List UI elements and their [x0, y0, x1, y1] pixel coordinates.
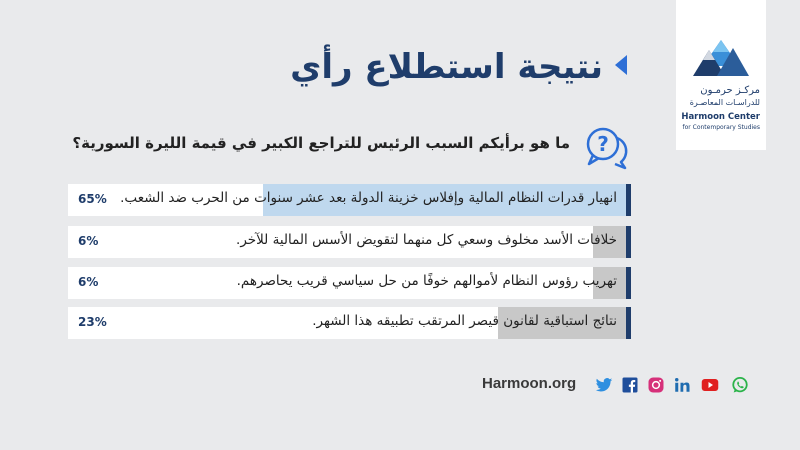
answer-percent: 6% [78, 234, 99, 248]
answer-percent: 65% [78, 192, 107, 206]
poll-question: ما هو برأيكم السبب الرئيس للتراجع الكبير في قيمة الليرة السورية؟ [72, 134, 570, 152]
youtube-icon[interactable] [701, 376, 719, 394]
answer-text: تهريب رؤوس النظام لأموالهم خوفًا من حل سياسي قريب يحاصرهم. [236, 273, 617, 289]
answer-percent: 23% [78, 315, 107, 329]
answer-accent [626, 226, 631, 258]
answer-option [68, 184, 631, 216]
facebook-icon[interactable] [621, 376, 639, 394]
twitter-icon[interactable] [595, 376, 613, 394]
logo [676, 0, 766, 150]
logo-sub-en: for Contemporary Studies [682, 124, 760, 131]
answer-option [68, 267, 631, 299]
whatsapp-icon[interactable] [731, 376, 749, 394]
answer-percent: 6% [78, 275, 99, 289]
answer-option [68, 307, 631, 339]
answer-accent [626, 184, 631, 216]
answer-accent [626, 307, 631, 339]
answer-text: نتائج استباقية لقانون قيصر المرتقب تطبيقه هذا الشهر. [312, 313, 617, 329]
logo-sub-ar: للدراسـات المعاصـرة [689, 98, 760, 107]
answer-text: خلافات الأسد مخلوف وسعي كل منهما لتقويض الأسس المالية للآخر. [236, 232, 617, 248]
answer-option [68, 226, 631, 258]
question-bubble-icon [583, 124, 631, 172]
page-title: نتيجة استطلاع رأي [290, 47, 603, 87]
website-link[interactable]: Harmoon.org [482, 375, 577, 392]
logo-name-ar: مركـز حرمـون [700, 85, 760, 96]
logo-name-en: Harmoon Center [681, 112, 760, 122]
title-arrow-icon [615, 55, 627, 75]
svg-text:?: ? [597, 132, 609, 156]
answer-text: انهيار قدرات النظام المالية وإفلاس خزينة الدولة بعد عشر سنوات من الحرب ضد الشعب. [120, 190, 617, 206]
linkedin-icon[interactable] [673, 376, 691, 394]
mountain-logo-icon [691, 38, 751, 78]
answer-accent [626, 267, 631, 299]
instagram-icon[interactable] [647, 376, 665, 394]
